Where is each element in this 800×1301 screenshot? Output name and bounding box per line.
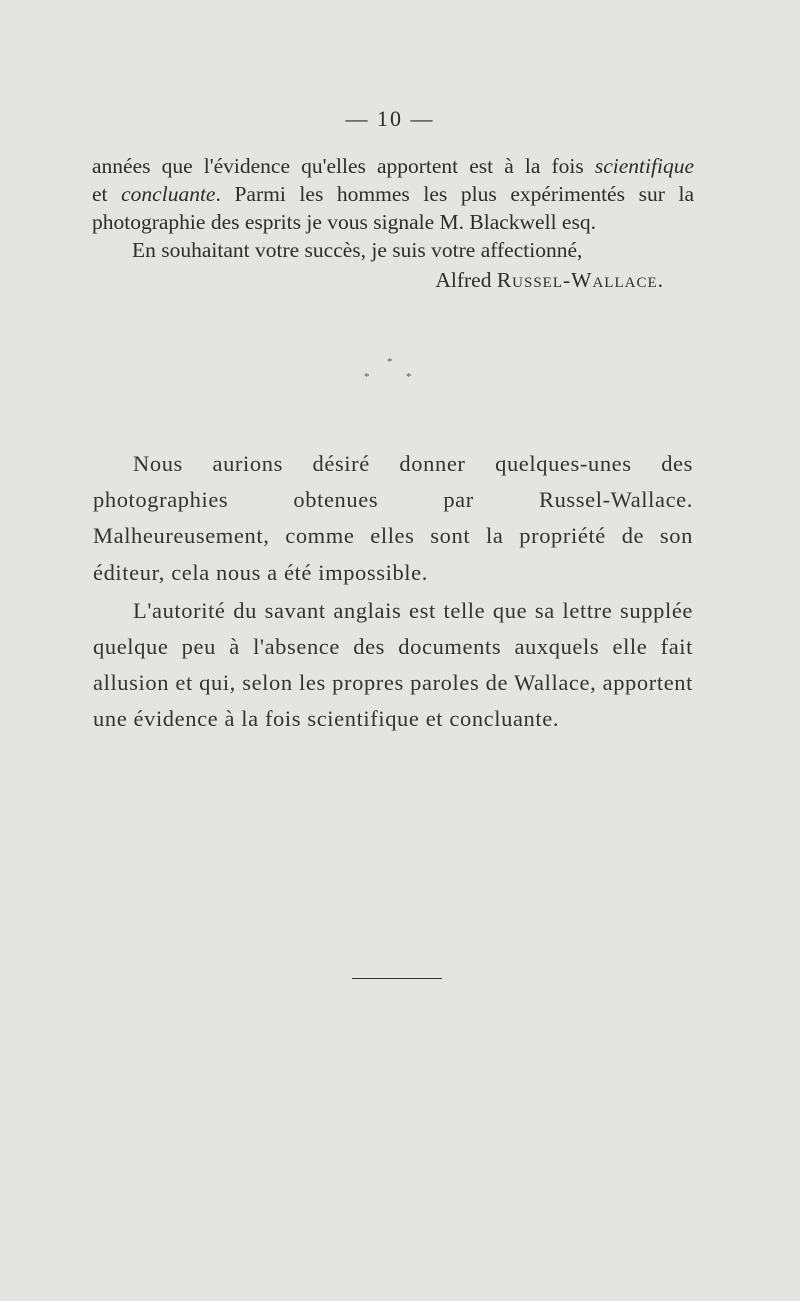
letter-line-1-italic: scientifique <box>594 154 694 178</box>
end-rule <box>352 978 442 979</box>
separator-star-left: * <box>364 371 370 383</box>
letter-closing: En souhaitant votre succès, je suis votre affectionné, <box>132 238 583 262</box>
letter-line-2-text-a: et <box>92 182 122 206</box>
letter-line-2-italic: concluante <box>121 182 216 206</box>
paragraph-2: L'autorité du savant anglais est telle que sa lettre supplée quelque peu à l'absence des documents auxquels elle fait allusion et qui, selon les propres paroles de Wallace, apportent une évidence à la fois scientifique et concluante. <box>93 597 693 732</box>
main-text <box>93 446 693 738</box>
signature-first-name: Alfred <box>435 268 497 292</box>
letter-line-2-text-b: . Parmi les hommes les plus expérimentés sur la <box>215 182 694 206</box>
separator-star-top: * <box>387 356 393 368</box>
section-separator <box>360 356 420 396</box>
letter-line-1-text: années que l'évidence qu'elles apportent est à la fois <box>92 154 595 178</box>
paragraph-1: Nous aurions désiré donner quelques-unes des photographies obtenues par Russel-Wallace. Malheureusement, comme elles sont la propriété de son éditeur, cela nous a été impossible. <box>93 451 693 585</box>
signature <box>92 266 694 294</box>
page-number: — 10 — <box>345 106 435 131</box>
letter-line-1 <box>92 152 694 180</box>
signature-last-name: Russel-Wallace. <box>496 268 664 292</box>
letter-line-2 <box>92 180 694 208</box>
letter-line-3: photographie des esprits je vous signale M. Blackwell esq. <box>92 210 596 234</box>
separator-star-right: * <box>406 371 412 383</box>
letter-excerpt <box>92 152 694 294</box>
